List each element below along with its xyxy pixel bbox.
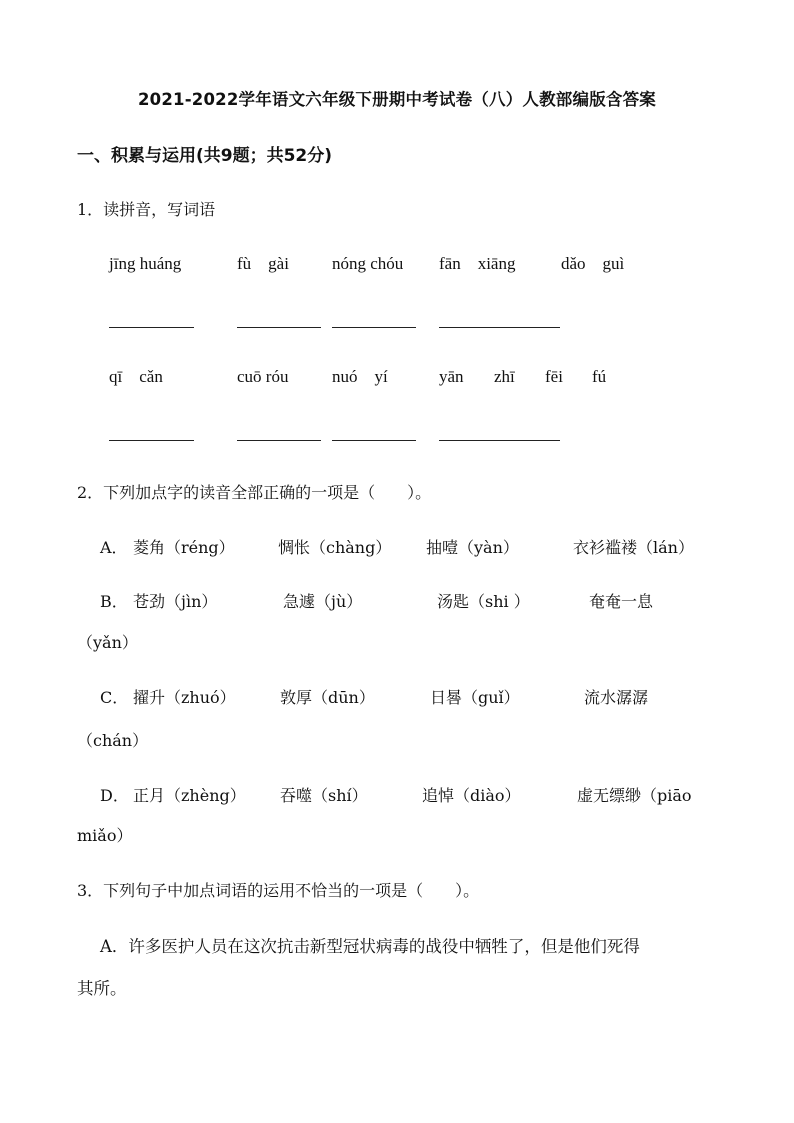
pinyin-item: fēi xyxy=(545,367,563,386)
question-3-option-a-line2: 其所。 xyxy=(77,979,127,998)
document-title: 2021-2022学年语文六年级下册期中考试卷（八）人教部编版含答案 xyxy=(138,90,656,109)
question-1-stem: 1．读拼音，写词语 xyxy=(77,200,216,219)
option-b-item: 汤匙（shi ） xyxy=(437,592,530,611)
option-a-item: 衣衫褴褛（lán） xyxy=(573,538,694,557)
option-a-item: 菱角（réng） xyxy=(133,538,235,557)
option-label-d: D． xyxy=(100,786,129,805)
pinyin-item: jīng huáng xyxy=(109,254,182,273)
option-c-wrap: （chán） xyxy=(77,731,149,750)
answer-blank[interactable] xyxy=(332,327,416,328)
option-label-c: C． xyxy=(100,688,129,707)
pinyin-item: fān xiāng xyxy=(439,254,516,273)
answer-blank[interactable] xyxy=(237,440,321,441)
option-d-wrap: miǎo） xyxy=(77,826,133,845)
option-label-b: B． xyxy=(100,592,128,611)
pinyin-item: zhī xyxy=(494,367,515,386)
pinyin-item: nóng chóu xyxy=(332,254,404,273)
option-d-item: 追悼（diào） xyxy=(422,786,521,805)
pinyin-item: fú xyxy=(592,367,607,386)
answer-blank[interactable] xyxy=(332,440,416,441)
option-b-item: 急遽（jù） xyxy=(283,592,363,611)
question-3-stem: 3．下列句子中加点词语的运用不恰当的一项是（ ）。 xyxy=(77,881,480,900)
pinyin-item: qī cǎn xyxy=(109,367,163,386)
pinyin-item: fù gài xyxy=(237,254,289,273)
option-label-a: A． xyxy=(100,538,128,557)
option-d-item: 正月（zhèng） xyxy=(133,786,246,805)
pinyin-item: nuó yí xyxy=(332,367,388,386)
option-a-item: 抽噎（yàn） xyxy=(426,538,519,557)
answer-blank[interactable] xyxy=(439,440,560,441)
option-d-item: 虚无缥缈（piāo xyxy=(577,786,692,805)
option-d-item: 吞噬（shí） xyxy=(280,786,368,805)
answer-blank[interactable] xyxy=(109,327,194,328)
option-c-item: 日晷（guǐ） xyxy=(430,688,520,707)
option-b-item: 苍劲（jìn） xyxy=(133,592,218,611)
pinyin-item: yān xyxy=(439,367,464,386)
option-b-item: 奄奄一息 xyxy=(589,592,654,611)
answer-blank[interactable] xyxy=(439,327,560,328)
pinyin-item: dǎo guì xyxy=(561,254,625,273)
question-2-stem: 2．下列加点字的读音全部正确的一项是（ ）。 xyxy=(77,483,432,502)
answer-blank[interactable] xyxy=(109,440,194,441)
pinyin-item: cuō róu xyxy=(237,367,289,386)
option-c-item: 流水潺潺 xyxy=(584,688,649,707)
option-b-wrap: （yǎn） xyxy=(77,633,138,652)
option-c-item: 擢升（zhuó） xyxy=(133,688,236,707)
option-c-item: 敦厚（dūn） xyxy=(280,688,375,707)
option-a-item: 惆怅（chàng） xyxy=(278,538,392,557)
question-3-option-a-line1: A．许多医护人员在这次抗击新型冠状病毒的战役中牺牲了，但是他们死得 xyxy=(100,937,640,956)
section-heading: 一、积累与运用(共9题；共52分) xyxy=(77,146,333,166)
answer-blank[interactable] xyxy=(237,327,321,328)
